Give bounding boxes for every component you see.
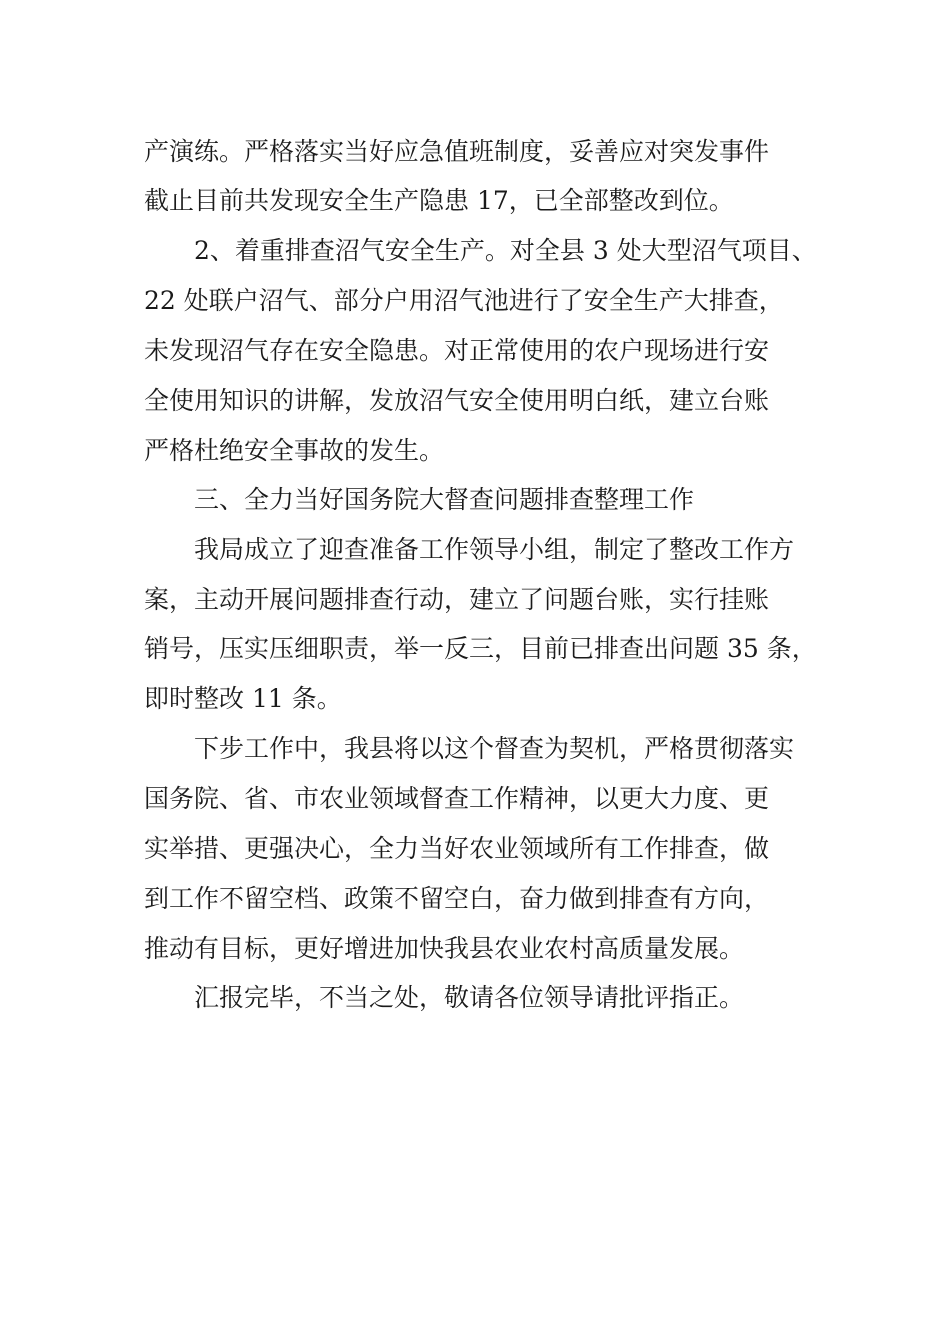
text-line: 全使用知识的讲解，发放沼气安全使用明白纸，建立台账	[144, 386, 770, 415]
text-line: 下步工作中，我县将以这个督查为契机，严格贯彻落实	[194, 734, 795, 763]
paragraph-heading: 2、着重排查沼气安全生产。对全县 3 处大型沼气项目、	[194, 236, 817, 265]
text-line: 即时整改 11 条。	[144, 684, 342, 713]
text-line: 我局成立了迎查准备工作领导小组，制定了整改工作方	[194, 535, 795, 564]
text-line: 未发现沼气存在安全隐患。对正常使用的农户现场进行安	[144, 336, 770, 365]
text-line: 国务院、省、市农业领域督查工作精神，以更大力度、更	[144, 784, 770, 813]
closing-line: 汇报完毕，不当之处，敬请各位领导请批评指正。	[194, 983, 745, 1012]
section-heading: 三、全力当好国务院大督查问题排查整理工作	[194, 485, 695, 514]
text-line: 截止目前共发现安全生产隐患 17，已全部整改到位。	[144, 186, 734, 215]
text-line: 到工作不留空档、政策不留空白，奋力做到排查有方向，	[144, 884, 770, 913]
text-line: 产演练。严格落实当好应急值班制度，妥善应对突发事件	[144, 137, 770, 166]
text-line: 严格杜绝安全事故的发生。	[144, 436, 445, 465]
text-line: 推动有目标，更好增进加快我县农业农村高质量发展。	[144, 934, 745, 963]
text-line: 销号，压实压细职责，举一反三，目前已排查出问题 35 条，	[144, 634, 817, 663]
text-line: 案，主动开展问题排查行动，建立了问题台账，实行挂账	[144, 585, 770, 614]
text-line: 实举措、更强决心，全力当好农业领域所有工作排查，做	[144, 834, 770, 863]
text-line: 22 处联户沼气、部分户用沼气池进行了安全生产大排查，	[144, 286, 784, 315]
